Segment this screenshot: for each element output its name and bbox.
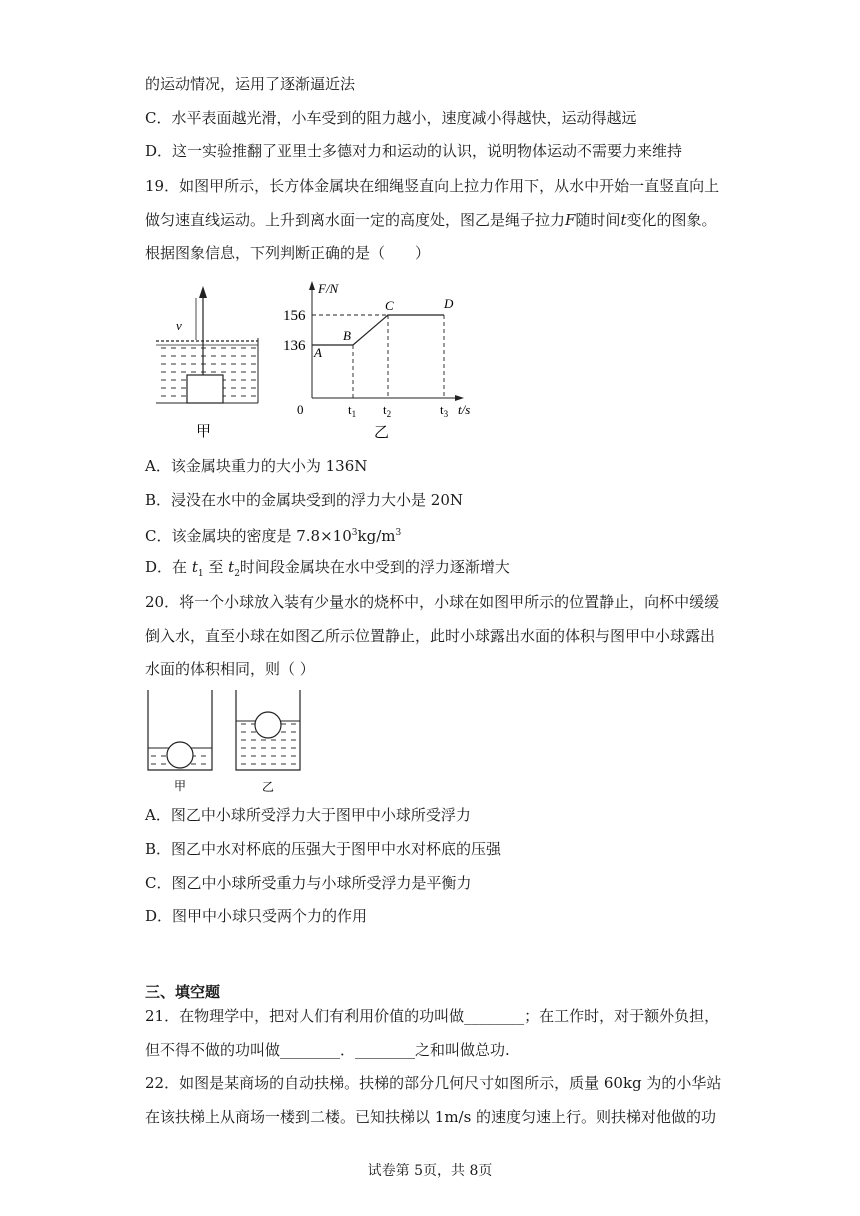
q20-option-a: A．图乙中小球所受浮力大于图甲中小球所受浮力 [145,806,471,824]
q19-option-c [145,523,401,546]
var-t: t [228,558,235,576]
q19-option-d [145,557,510,584]
figure-yi-graph [283,281,470,441]
q20-option-d: D．图甲中小球只受两个力的作用 [145,907,368,925]
origin-label: 0 [297,402,304,417]
question-21-line-2: 但不得不做的功叫做________．________之和叫做总功. [145,1041,510,1059]
question-19-line-2 [145,210,717,230]
text-line: 的运动情况，运用了逐渐逼近法 [145,75,356,93]
question-22-line-2: 在该扶梯上从商场一楼到二楼。已知扶梯以 1m/s 的速度匀速上行。则扶梯对他做的功 [145,1108,717,1126]
question-19-line-3: 根据图象信息，下列判断正确的是（ ） [145,244,431,262]
point-c: C [385,298,394,313]
point-a: A [314,345,322,360]
figure-yi-label: 乙 [262,780,275,794]
sub: 1 [197,569,204,579]
var-t: t [191,558,198,576]
text: kg/m [357,527,396,545]
x-axis-label: t/s [458,402,471,417]
question-20-line-2: 倒入水，直至小球在如图乙所示位置静止，此时小球露出水面的体积与图甲中小球露出 [145,627,716,645]
point-b: B [343,328,351,343]
text: 至 [208,558,224,576]
figure-yi-label: 乙 [374,425,390,441]
var-t: t [620,211,627,229]
text: 做匀速直线运动。上升到离水面一定的高度处，图乙是绳子拉力 [145,211,566,229]
y-axis-label: F/N [318,281,339,296]
q19-option-b: B．浸没在水中的金属块受到的浮力大小是 20N [145,491,464,509]
figure-jia-label: 甲 [196,424,212,440]
tick-136: 136 [283,338,306,354]
q20-option-c: C．图乙中小球所受重力与小球所受浮力是平衡力 [145,874,472,892]
figure-jia-label: 甲 [174,779,187,793]
sub: 2 [234,569,240,579]
figure-20-yi [236,690,300,794]
metal-block [187,375,223,403]
tick-t2: $t_2$ [383,402,392,419]
figure-20-jia [148,690,212,793]
x-axis-arrow-icon [455,395,464,401]
page-footer: 试卷第 5页，共 8页 [367,1163,493,1179]
text: 时间段金属块在水中受到的浮力逐渐增大 [239,558,510,576]
section-heading: 三、填空题 [145,983,221,1001]
option-c: C．水平表面越光滑，小车受到的阻力越小，速度减小得越快，运动得越远 [145,109,637,127]
text: D．在 [145,558,188,576]
option-d: D．这一实验推翻了亚里士多德对力和运动的认识，说明物体运动不需要力来维持 [145,142,683,160]
question-21-line-1: 21．在物理学中，把对人们有利用价值的功叫做________；在工作时，对于额外负担， [145,1007,720,1025]
question-19-line-1: 19．如图甲所示，长方体金属块在细绳竖直向上拉力作用下，从水中开始一直竖直向上 [145,177,720,195]
sup: 3 [351,528,358,538]
force-curve [312,315,444,345]
velocity-label: v [176,318,182,333]
arrow-up-icon [199,286,207,298]
q19-option-a: A．该金属块重力的大小为 136N [145,457,368,475]
figure-jia-container [156,286,258,440]
text: 变化的图象。 [626,211,717,229]
text: 随时间 [575,211,621,229]
question-22-line-1: 22．如图是某商场的自动扶梯。扶梯的部分几何尺寸如图所示，质量 60kg 为的小华站 [145,1074,722,1092]
var-f: F [565,211,576,229]
ball-yi [255,712,281,738]
point-d: D [444,296,454,311]
question-20-line-1: 20．将一个小球放入装有少量水的烧杯中，小球在如图甲所示的位置静止，向杯中缓缓 [145,593,720,611]
ball-jia [167,742,193,768]
y-axis-arrow-icon [309,281,315,290]
sup: 3 [395,528,402,538]
text: C．该金属块的密度是 7.8×10 [145,527,352,545]
tick-t3: $t_3$ [440,402,449,419]
tick-t1: $t_1$ [348,402,357,419]
tick-156: 156 [283,308,306,324]
question-20-line-3: 水面的体积相同，则（ ） [145,660,315,678]
q20-option-b: B．图乙中水对杯底的压强大于图甲中水对杯底的压强 [145,840,502,858]
